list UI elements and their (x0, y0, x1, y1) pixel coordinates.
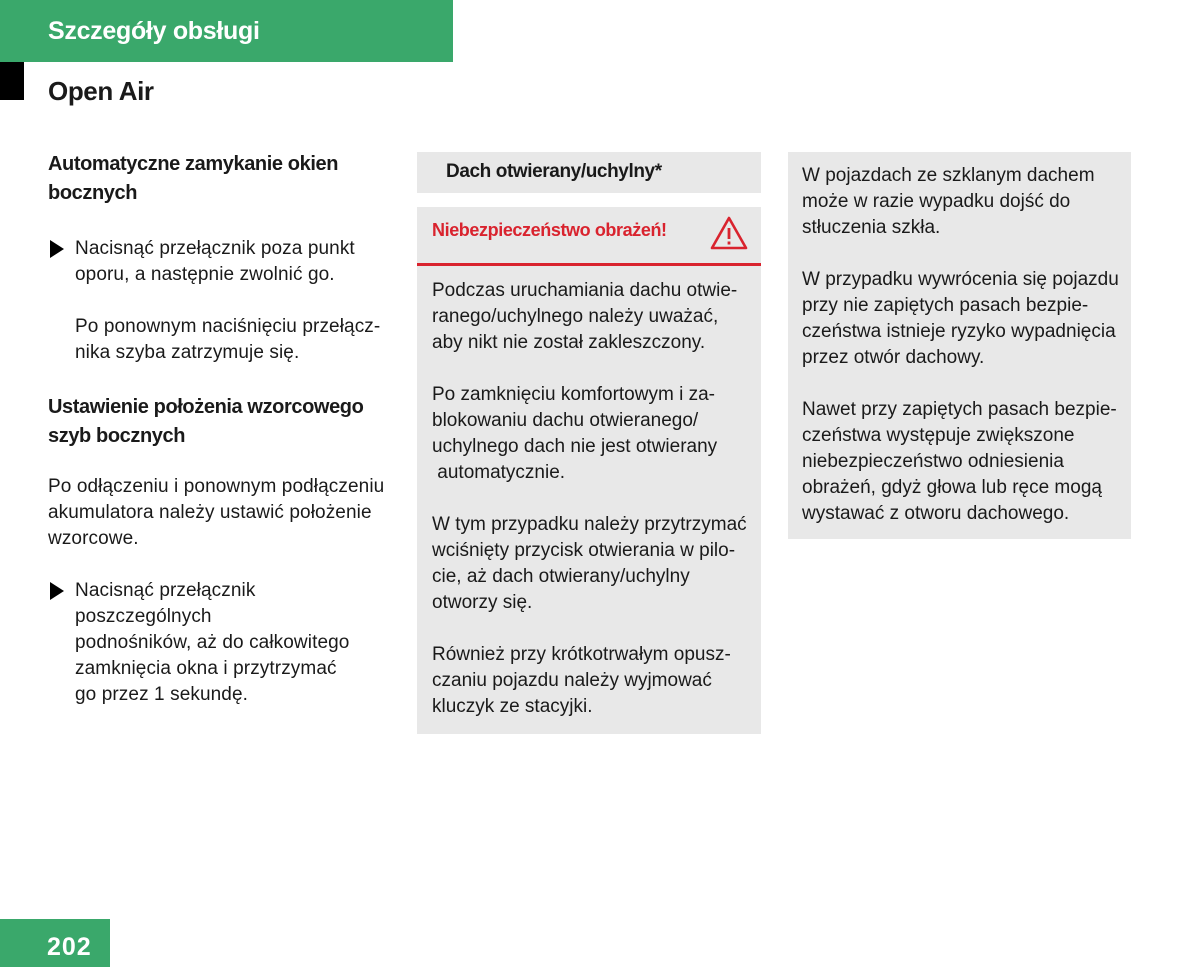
text-line: automatycznie. (432, 462, 566, 483)
text-line: Podczas uruchamiania dachu otwie- (432, 280, 738, 301)
instruction-step (48, 236, 393, 288)
text-line: czeństwa występuje zwiększone (802, 425, 1075, 446)
text-line: wzorcowe. (48, 528, 139, 549)
bullet-arrow-icon (50, 240, 64, 258)
heading-line: Ustawienie położenia wzorcowego (48, 396, 364, 418)
text-line: Nawet przy zapiętych pasach bezpie- (802, 399, 1117, 420)
section-header-bar (0, 0, 453, 62)
text-line: uchylnego dach nie jest otwierany (432, 436, 718, 457)
bullet-arrow-icon (50, 582, 64, 600)
chapter-title: Open Air (48, 76, 154, 106)
text-line: W pojazdach ze szklanym dachem (802, 165, 1095, 186)
text-line: wystawać z otworu dachowego. (802, 503, 1070, 524)
warning-paragraph (802, 267, 1127, 371)
sunroof-heading-box (417, 152, 761, 193)
warning-paragraph (802, 397, 1127, 527)
text-line: przy nie zapiętych pasach bezpie- (802, 295, 1089, 316)
text-line: wciśnięty przycisk otwierania w pilo- (432, 540, 736, 561)
chapter-marker (0, 62, 24, 100)
text-line: Nacisnąć przełącznik poza punkt (75, 238, 355, 259)
text-line: czaniu pojazdu należy wyjmować (432, 670, 712, 691)
warning-triangle-icon (709, 215, 749, 251)
text-line: stłuczenia szkła. (802, 217, 941, 238)
text-line: otworzy się. (432, 592, 533, 613)
warning-header (417, 207, 761, 266)
sunroof-heading: Dach otwierany/uchylny* (446, 161, 662, 182)
text-line: obrażeń, gdyż głowa lub ręce mogą (802, 477, 1102, 498)
text-line: może w razie wypadku dojść do (802, 191, 1071, 212)
text-line: cie, aż dach otwierany/uchylny (432, 566, 690, 587)
text-line: przez otwór dachowy. (802, 347, 985, 368)
text-line: czeństwa istnieje ryzyko wypadnięcia (802, 321, 1116, 342)
note-paragraph (48, 314, 393, 366)
warning-paragraph (432, 642, 753, 720)
page-number: 202 (47, 933, 92, 961)
heading-line: Automatyczne zamykanie okien (48, 153, 339, 175)
middle-column (417, 152, 761, 734)
warning-paragraph (432, 512, 753, 616)
text-line: nika szyba zatrzymuje się. (75, 342, 300, 363)
text-line: Po odłączeniu i ponownym podłączeniu (48, 476, 385, 497)
text-line: aby nikt nie został zakleszczony. (432, 332, 706, 353)
text-line: kluczyk ze stacyjki. (432, 696, 593, 717)
text-line: podnośników, aż do całkowitego (75, 632, 350, 653)
text-line: zamknięcia okna i przytrzymać (75, 658, 337, 679)
right-warning-box (788, 152, 1131, 539)
warning-paragraph (432, 382, 753, 486)
text-line: akumulatora należy ustawić położenie (48, 502, 372, 523)
text-line: blokowaniu dachu otwieranego/ (432, 410, 699, 431)
heading-line: bocznych (48, 182, 138, 204)
heading-line: szyb bocznych (48, 425, 186, 447)
text-line: W przypadku wywrócenia się pojazdu (802, 269, 1119, 290)
warning-paragraph (432, 278, 753, 356)
text-line: Nacisnąć przełącznik poszczególnych (75, 580, 256, 627)
heading-auto-close (48, 150, 393, 208)
warning-body (417, 266, 761, 734)
text-line: oporu, a następnie zwolnić go. (75, 264, 335, 285)
text-line: W tym przypadku należy przytrzymać (432, 514, 747, 535)
text-line: Po zamknięciu komfortowym i za- (432, 384, 715, 405)
paragraph-battery (48, 474, 393, 552)
warning-paragraph (802, 163, 1127, 241)
text-line: Po ponownym naciśnięciu przełącz- (75, 316, 381, 337)
warning-title: Niebezpieczeństwo obrażeń! (432, 220, 667, 240)
text-line: Również przy krótkotrwałym opusz- (432, 644, 731, 665)
instruction-step (48, 578, 393, 708)
text-line: go przez 1 sekundę. (75, 684, 249, 705)
heading-reference-position (48, 393, 393, 451)
page-number-tab (0, 919, 110, 967)
text-line: niebezpieczeństwo odniesienia (802, 451, 1064, 472)
left-column (48, 150, 393, 708)
text-line: ranego/uchylnego należy uważać, (432, 306, 719, 327)
section-title: Szczegóły obsługi (48, 17, 260, 45)
